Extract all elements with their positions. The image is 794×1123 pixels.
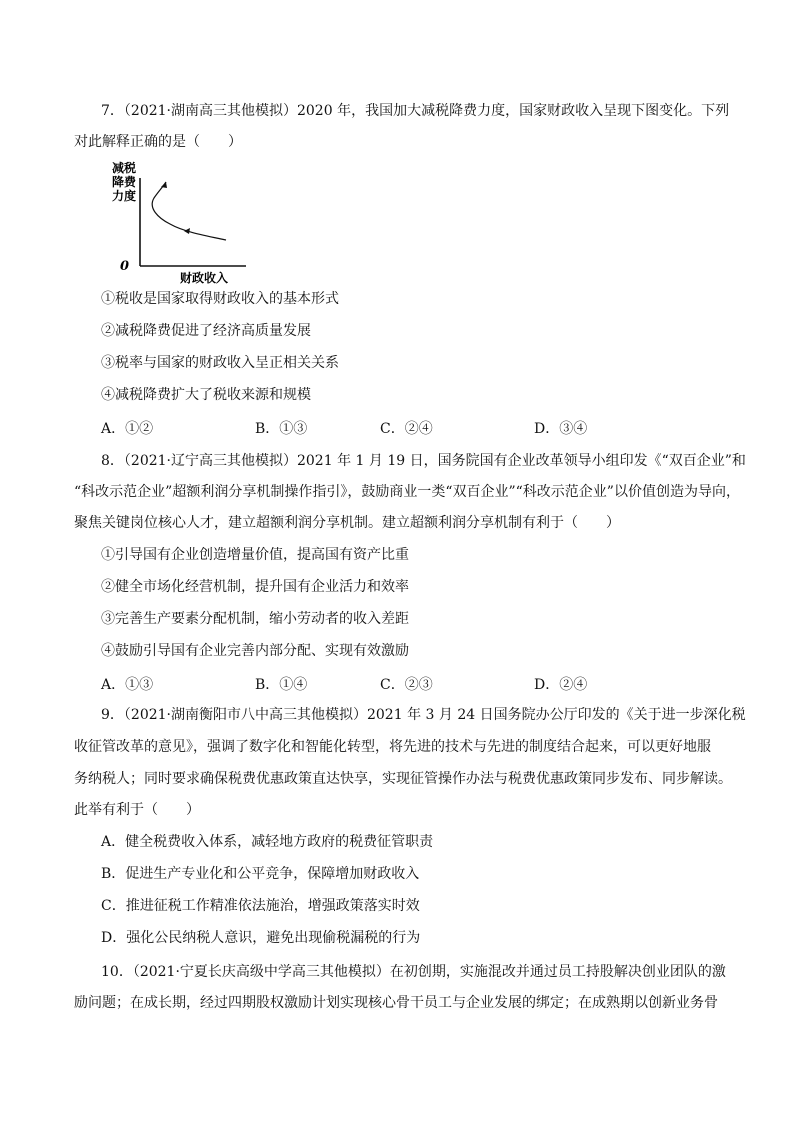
graph-arrow-top xyxy=(161,182,167,188)
q7-choice-c: C．②④ xyxy=(380,421,433,437)
q8-choice-a: A．①③ xyxy=(101,677,154,693)
q9-option-b: B．促进生产专业化和公平竞争，保障增加财政收入 xyxy=(101,866,420,882)
q7-choice-d: D．③④ xyxy=(534,421,588,437)
graph-origin: 0 xyxy=(120,259,130,274)
q8-choice-c: C．②③ xyxy=(380,677,433,693)
q8-choice-d: D．②④ xyxy=(534,677,588,693)
q7-statement-4: ④减税降费扩大了税收来源和规模 xyxy=(101,387,311,403)
q7-statement-2: ②减税降费促进了经济高质量发展 xyxy=(101,323,311,339)
q9-stem-line-2: 收征管改革的意见》，强调了数字化和智能化转型，将先进的技术与先进的制度结合起来，可以更好地服 xyxy=(74,739,711,755)
q9-option-c: C．推进征税工作精准依法施治，增强政策落实时效 xyxy=(101,898,420,914)
q8-choice-b: B．①④ xyxy=(255,677,308,693)
graph-y-label-3: 力度 xyxy=(112,189,137,203)
q8-statement-1: ①引导国有企业创造增量价值，提高国有资产比重 xyxy=(101,547,409,563)
q8-stem-line-2: “科改示范企业”超额利润分享机制操作指引》，鼓励商业一类“双百企业”“科改示范企业”以价值创造为导向， xyxy=(74,484,740,500)
q8-stem-line-3: 聚焦关键岗位核心人才，建立超额利润分享机制。建立超额利润分享机制有利于（ ） xyxy=(74,515,620,531)
graph-arrow-mid xyxy=(184,228,190,234)
q8-statement-3: ③完善生产要素分配机制，缩小劳动者的收入差距 xyxy=(101,611,409,627)
q9-stem-line-4: 此举有利于（ ） xyxy=(74,802,200,818)
q8-stem-line-1: 8．（2021·辽宁高三其他模拟）2021 年 1 月 19 日，国务院国有企业改革领导小组印发《“双百企业”和 xyxy=(101,453,746,469)
q7-stem-line-2: 对此解释正确的是（ ） xyxy=(74,134,242,150)
q9-option-d: D．强化公民纳税人意识，避免出现偷税漏税的行为 xyxy=(101,930,421,946)
q8-statement-4: ④鼓励引导国有企业完善内部分配、实现有效激励 xyxy=(101,643,409,659)
q7-statement-1: ①税收是国家取得财政收入的基本形式 xyxy=(101,291,339,307)
q10-stem-line-1: 10．（2021·宁夏长庆高级中学高三其他模拟）在初创期，实施混改并通过员工持股解决创业团队的激 xyxy=(101,964,726,980)
q7-statement-3: ③税率与国家的财政收入呈正相关关系 xyxy=(101,355,339,371)
q7-choice-a: A．①② xyxy=(101,421,154,437)
q9-stem-line-3: 务纳税人；同时要求确保税费优惠政策直达快享，实现征管操作办法与税费优惠政策同步发布、同步解读。 xyxy=(74,771,732,787)
q10-stem-line-2: 励问题；在成长期，经过四期股权激励计划实现核心骨干员工与企业发展的绑定；在成熟期以创新业务骨 xyxy=(74,995,718,1011)
graph-y-label-1: 减税 xyxy=(112,161,137,175)
q9-stem-line-1: 9．（2021·湖南衡阳市八中高三其他模拟）2021 年 3 月 24 日国务院办公厅印发的《关于进一步深化税 xyxy=(101,707,746,723)
q7-graph xyxy=(112,158,252,284)
graph-y-label-2: 降费 xyxy=(112,175,137,189)
graph-x-label: 财政收入 xyxy=(180,271,229,284)
q9-option-a: A．健全税费收入体系，减轻地方政府的税费征管职责 xyxy=(101,834,434,850)
q8-statement-2: ②健全市场化经营机制，提升国有企业活力和效率 xyxy=(101,579,409,595)
q7-stem-line-1: 7．（2021·湖南高三其他模拟）2020 年，我国加大减税降费力度，国家财政收入呈现下图变化。下列 xyxy=(101,103,730,119)
q7-choice-b: B．①③ xyxy=(255,421,308,437)
